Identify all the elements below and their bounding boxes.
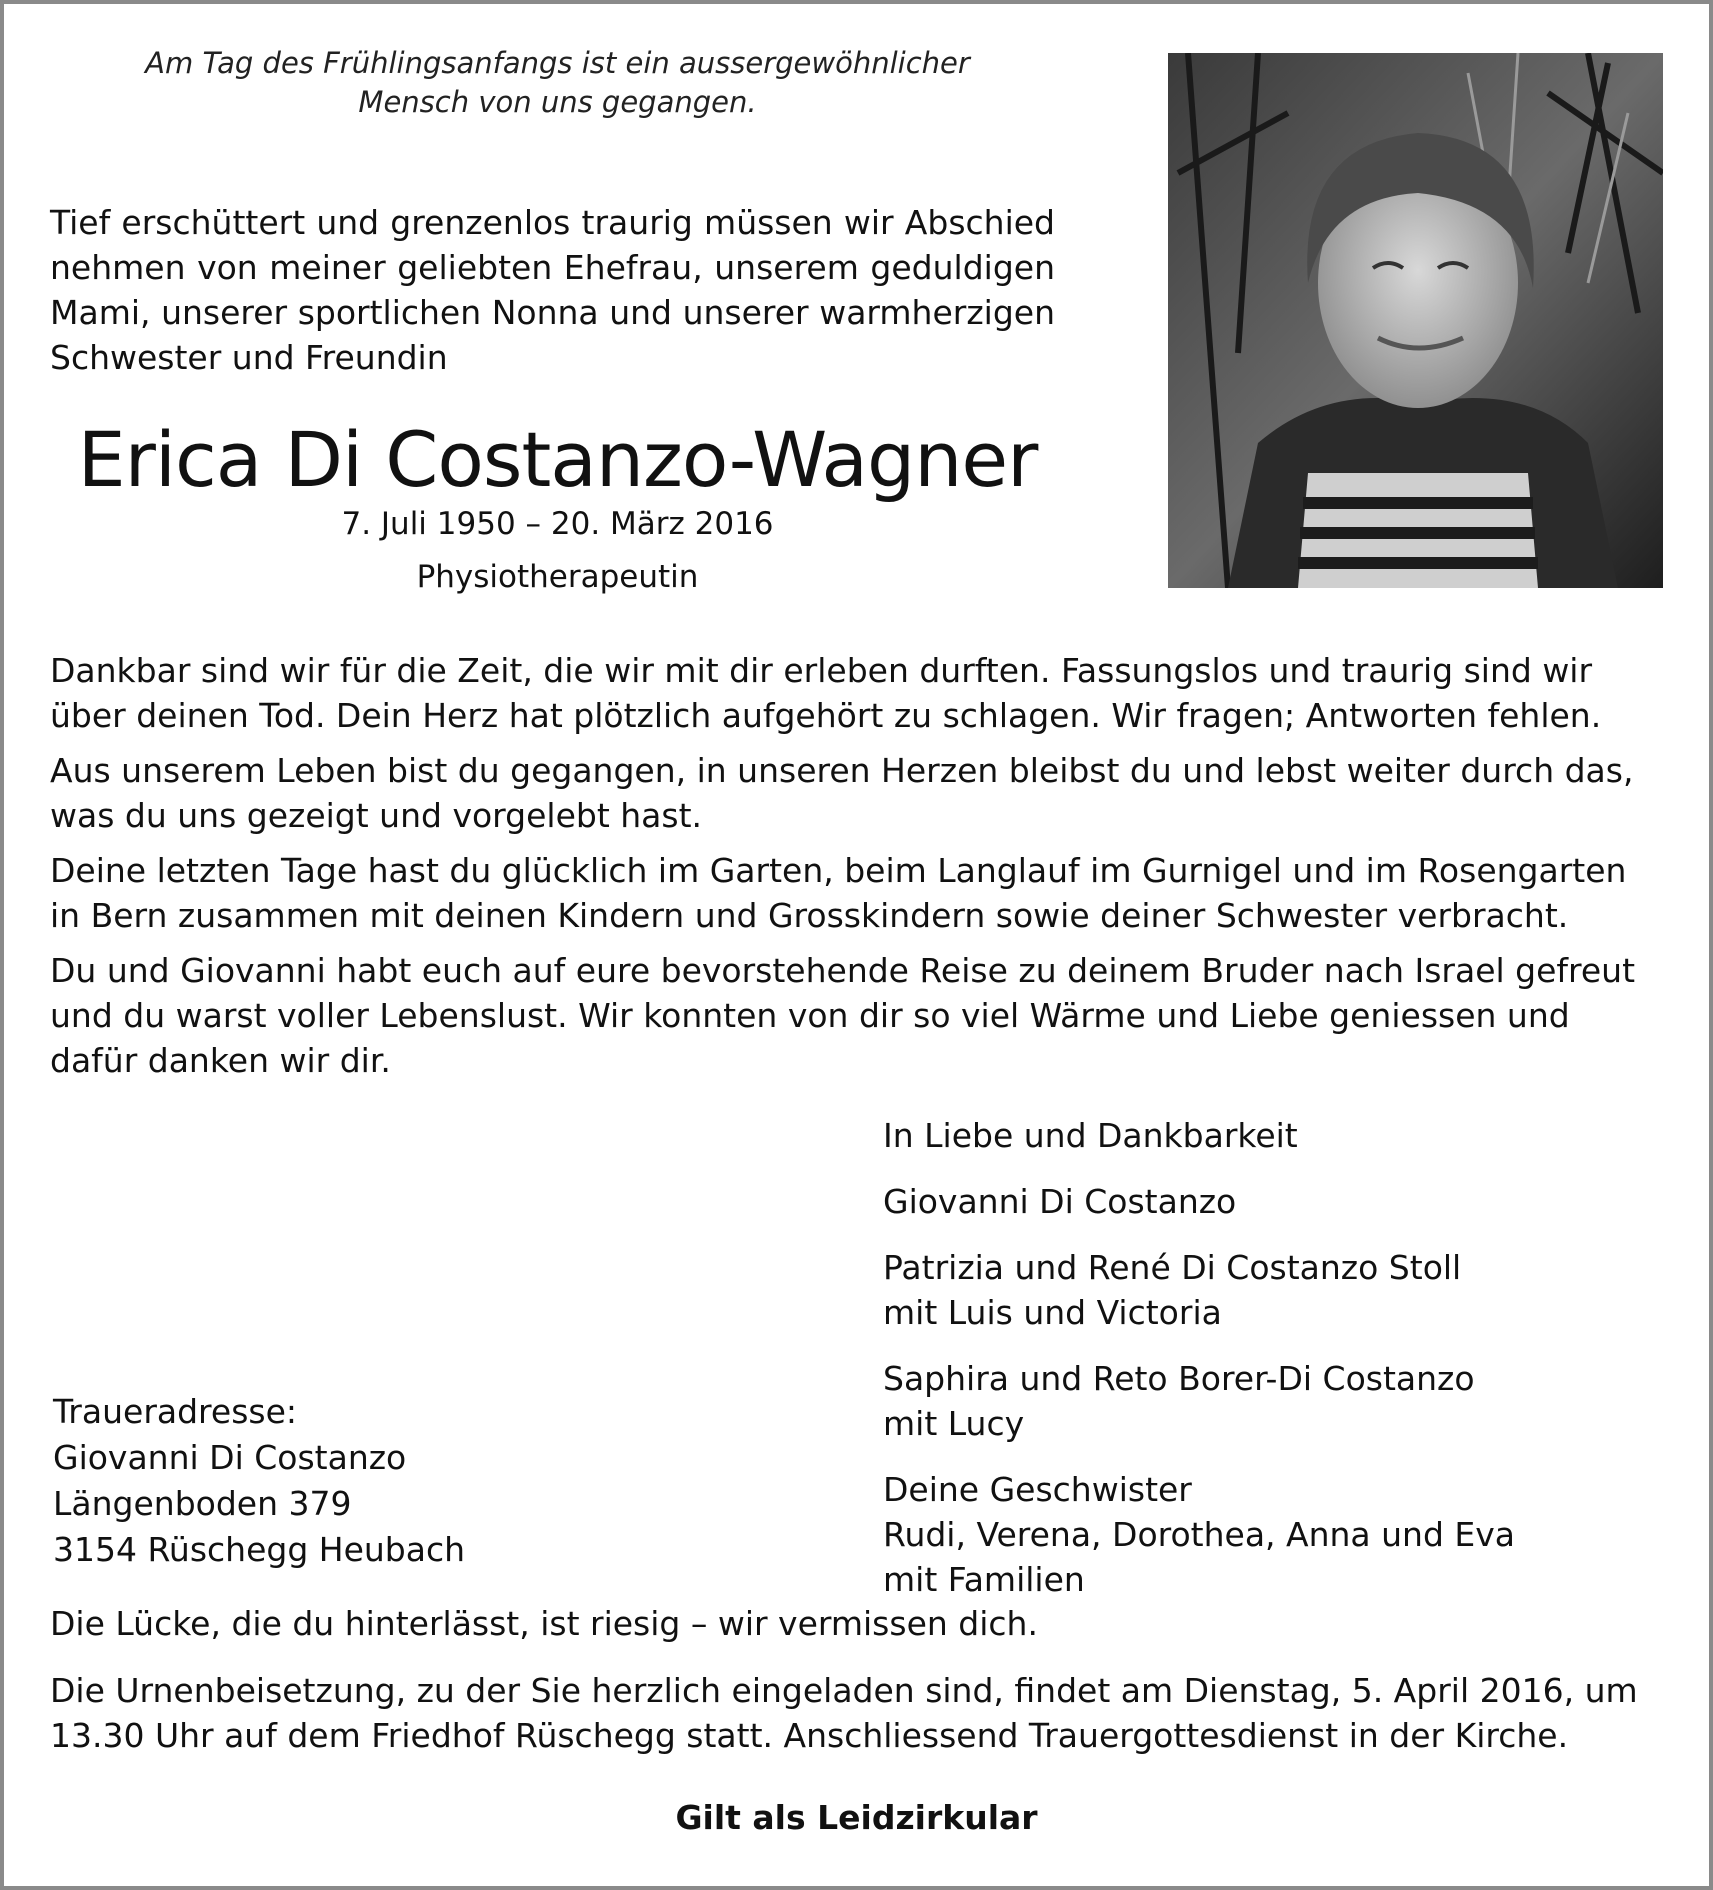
portrait-image bbox=[1168, 53, 1663, 588]
address-city: 3154 Rüschegg Heubach bbox=[53, 1530, 466, 1569]
memorial-text bbox=[50, 648, 1665, 1093]
mourner-family-1 bbox=[883, 1245, 1663, 1335]
mourner-husband-group bbox=[883, 1179, 1663, 1224]
memorial-paragraph: Dankbar sind wir für die Zeit, die wir mit dir erleben durften. Fassungslos und traurig sind wir über deinen Tod. Dein Herz hat plötzlich aufgehört zu schlagen. Wir fragen; Antworten fehlen. bbox=[50, 651, 1602, 735]
signoff-greeting: In Liebe und Dankbarkeit bbox=[883, 1116, 1298, 1155]
motto-text bbox=[40, 44, 1075, 122]
mourning-address bbox=[53, 1389, 753, 1573]
profession: Physiotherapeutin bbox=[416, 559, 699, 595]
mourner-line: Saphira und Reto Borer-Di Costanzo bbox=[883, 1359, 1475, 1398]
deceased-name: Erica Di Costanzo-Wagner bbox=[77, 415, 1038, 504]
mourners-list bbox=[883, 1113, 1663, 1623]
funeral-info: Die Urnenbeisetzung, zu der Sie herzlich eingeladen sind, findet am Dienstag, 5. April 2016, um 13.30 Uhr auf dem Friedhof Rüschegg statt. Anschliessend Trauergottesdienst in der Kirche. bbox=[50, 1671, 1638, 1755]
address-label: Traueradresse: bbox=[53, 1392, 298, 1431]
mourner-line: mit Luis und Victoria bbox=[883, 1293, 1222, 1332]
motto-line-1: Am Tag des Frühlingsanfangs ist ein aussergewöhnlicher bbox=[145, 46, 970, 80]
memorial-paragraph: Deine letzten Tage hast du glücklich im Garten, beim Langlauf im Gurnigel und im Rosengarten in Bern zusammen mit deinen Kindern und Grosskindern sowie deiner Schwester verbracht. bbox=[50, 851, 1627, 935]
motto-line-2: Mensch von uns gegangen. bbox=[358, 85, 757, 119]
memorial-paragraph: Aus unserem Leben bist du gegangen, in unseren Herzen bleibst du und lebst weiter durch das, was du uns gezeigt und vorgelebt hast. bbox=[50, 751, 1634, 835]
intro-paragraph: Tief erschüttert und grenzenlos traurig müssen wir Abschied nehmen von meiner geliebten Ehefrau, unserem geduldigen Mami, unserer sportlichen Nonna und unserer warmherzigen Schwester und Freundin bbox=[50, 203, 1055, 377]
mourner-siblings bbox=[883, 1467, 1663, 1602]
life-dates: 7. Juli 1950 – 20. März 2016 bbox=[341, 506, 774, 542]
address-street: Längenboden 379 bbox=[53, 1484, 352, 1523]
closing-line: Die Lücke, die du hinterlässt, ist riesig – wir vermissen dich. bbox=[50, 1604, 1038, 1643]
closing-text bbox=[50, 1601, 1665, 1780]
address-name: Giovanni Di Costanzo bbox=[53, 1438, 407, 1477]
mourner-family-2 bbox=[883, 1356, 1663, 1446]
memorial-paragraph: Du und Giovanni habt euch auf eure bevorstehende Reise zu deinem Bruder nach Israel gefreut und du warst voller Lebenslust. Wir konnten von dir so viel Wärme und Liebe geniessen und dafür danken wir dir. bbox=[50, 951, 1636, 1080]
mourner-line: Deine Geschwister bbox=[883, 1470, 1192, 1509]
signoff-greeting-group bbox=[883, 1113, 1663, 1158]
mourner-line: Patrizia und René Di Costanzo Stoll bbox=[883, 1248, 1462, 1287]
portrait-photo bbox=[1168, 53, 1663, 588]
mourner-line: Rudi, Verena, Dorothea, Anna und Eva bbox=[883, 1515, 1516, 1554]
circular-note: Gilt als Leidzirkular bbox=[675, 1798, 1038, 1837]
mourner-line: mit Familien bbox=[883, 1560, 1085, 1599]
mourner-husband: Giovanni Di Costanzo bbox=[883, 1182, 1237, 1221]
mourner-line: mit Lucy bbox=[883, 1404, 1025, 1443]
